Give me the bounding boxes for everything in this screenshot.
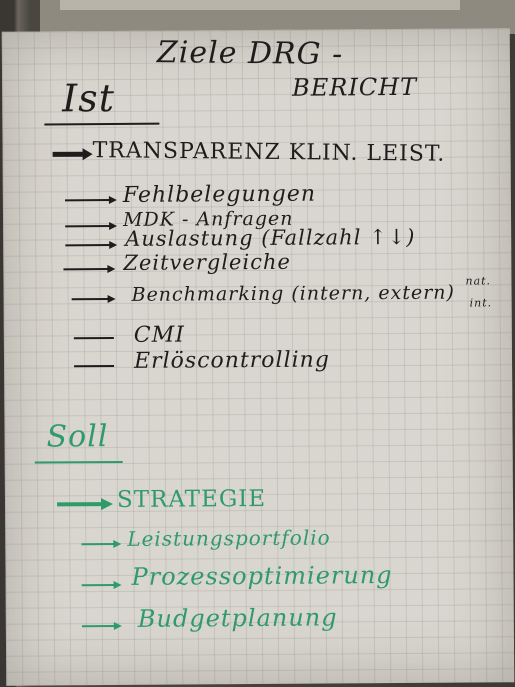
title-line2: BERICHT (292, 72, 418, 102)
soll-heading: Soll (46, 419, 109, 455)
ist-underline (44, 123, 159, 126)
soll-item-2: Prozessoptimierung (131, 561, 393, 591)
green-item-arrow-icon (82, 621, 122, 631)
soll-underline (35, 461, 123, 464)
item-arrow-icon (65, 221, 117, 231)
ist-item-6: CMI (133, 322, 185, 348)
board-top-paper-edge (60, 0, 460, 10)
ist-main-item: TRANSPARENZ KLIN. LEIST. (92, 138, 446, 167)
item-arrow-icon (65, 240, 117, 250)
ist-item-2: MDK - Anfragen (122, 207, 294, 231)
benchmark-sub: int. (469, 296, 493, 310)
ist-item-5: Benchmarking (intern, extern) (131, 281, 455, 306)
item-arrow-icon (72, 294, 116, 304)
ist-item-1: Fehlbelegungen (122, 181, 317, 208)
soll-main-item: STRATEGIE (116, 485, 267, 513)
main-arrow-icon (53, 147, 93, 161)
ist-item-3: Auslastung (Fallzahl ↑↓) (125, 224, 416, 251)
soll-item-1: Leistungsportfolio (127, 525, 331, 551)
item-arrow-icon (65, 195, 117, 205)
ist-item-7: Erlöscontrolling (133, 347, 330, 374)
dash-mark (74, 365, 114, 367)
green-main-arrow-icon (57, 497, 113, 511)
flipchart-sheet (2, 28, 515, 686)
benchmark-super: nat. (465, 274, 492, 288)
item-arrow-icon (63, 264, 115, 274)
title-line1: Ziele DRG - (156, 35, 344, 73)
ist-heading: Ist (62, 75, 116, 121)
soll-item-3: Budgetplanung (137, 603, 338, 633)
ist-item-4: Zeitvergleiche (123, 249, 291, 275)
green-item-arrow-icon (82, 580, 122, 590)
green-item-arrow-icon (81, 539, 121, 549)
dash-mark (74, 337, 114, 339)
